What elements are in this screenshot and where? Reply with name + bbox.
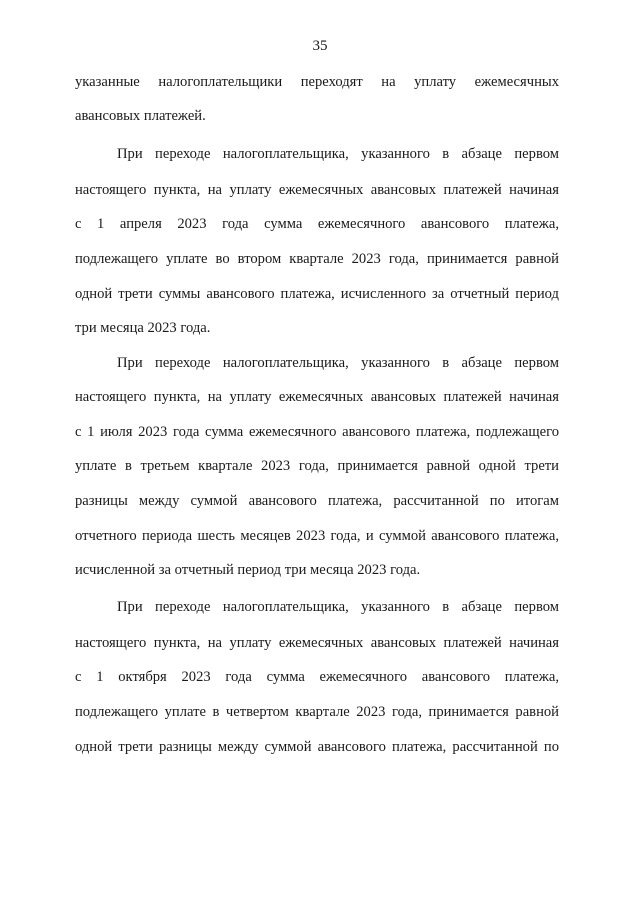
text-line: указанные налогоплательщики переходят на уплату ежемесячных [75,74,559,90]
text-line: подлежащего уплате во втором квартале 2023 года, принимается равной [75,251,559,267]
text-line: настоящего пункта, на уплату ежемесячных авансовых платежей начиная [75,182,559,198]
page-number: 35 [312,38,328,54]
text-line: с 1 июля 2023 года сумма ежемесячного авансового платежа, подлежащего [75,424,559,440]
text-line: подлежащего уплате в четвертом квартале 2023 года, принимается равной [75,704,559,720]
text-line: настоящего пункта, на уплату ежемесячных авансовых платежей начиная [75,635,559,651]
text-line: При переходе налогоплательщика, указанного в абзаце первом [117,355,559,371]
text-line: одной трети разницы между суммой авансового платежа, рассчитанной по [75,739,559,755]
text-line: настоящего пункта, на уплату ежемесячных авансовых платежей начиная [75,389,559,405]
text-line: отчетного периода шесть месяцев 2023 года, и суммой авансового платежа, [75,528,559,544]
text-line: три месяца 2023 года. [75,320,211,336]
text-line: с 1 апреля 2023 года сумма ежемесячного авансового платежа, [75,216,559,232]
text-line: с 1 октября 2023 года сумма ежемесячного авансового платежа, [75,669,559,685]
text-line: авансовых платежей. [75,108,206,124]
text-line: одной трети суммы авансового платежа, исчисленного за отчетный период [75,286,559,302]
text-line: уплате в третьем квартале 2023 года, принимается равной одной трети [75,458,559,474]
text-line: При переходе налогоплательщика, указанного в абзаце первом [117,599,559,615]
text-line: исчисленной за отчетный период три месяца 2023 года. [75,562,421,578]
text-line: разницы между суммой авансового платежа, рассчитанной по итогам [75,493,559,509]
text-line: При переходе налогоплательщика, указанного в абзаце первом [117,146,559,162]
